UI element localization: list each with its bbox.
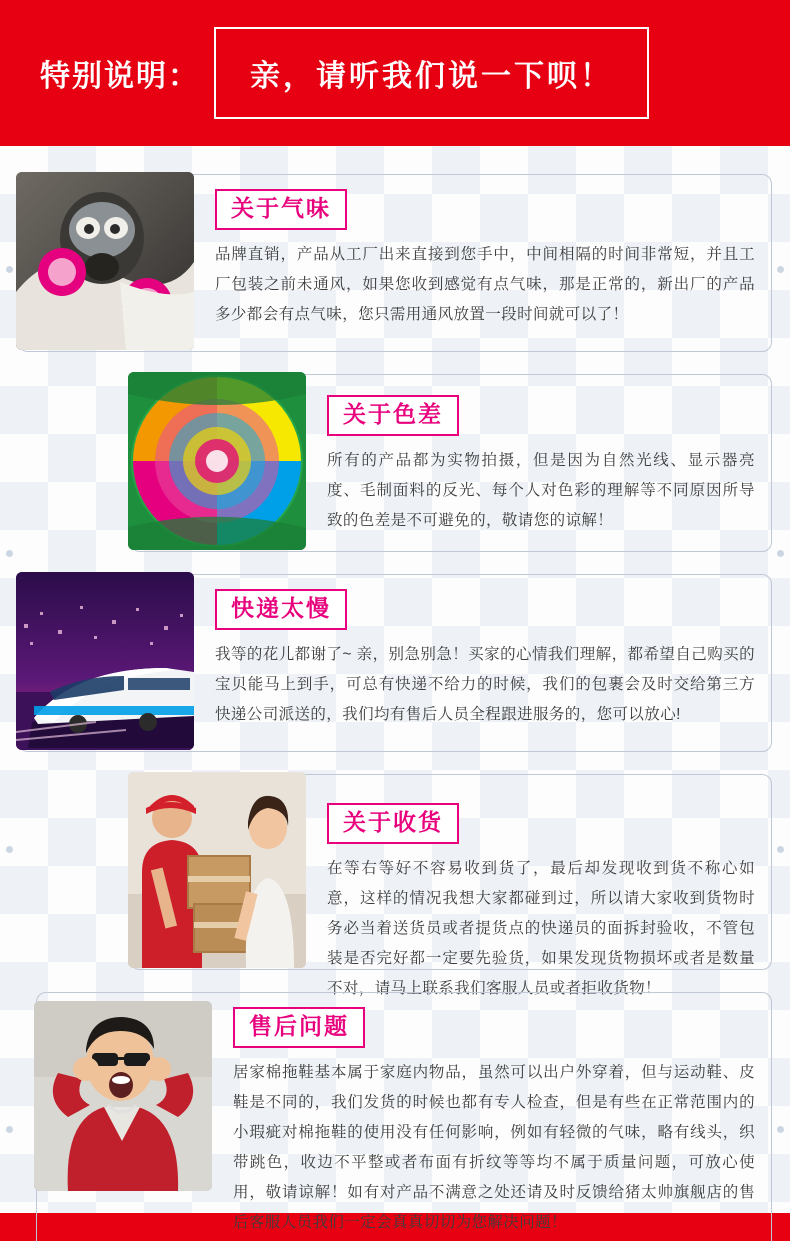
card-text: 品牌直销，产品从工厂出来直接到您手中，中间相隔的时间非常短，并且工厂包装之前未通风，如果您收到感觉有点气味，那是正常的，新出厂的产品多少都会有点气味，您只需用通风放置一段时间就可以了！ [215, 246, 755, 324]
content-area [0, 146, 790, 1241]
gas-mask-photo [16, 172, 194, 350]
card-text: 所有的产品都为实物拍摄，但是因为自然光线、显示器亮度、毛制面料的反光、每个人对色彩的理解等不同原因所导致的色差是不可避免的，敬请您的谅解！ [327, 452, 755, 530]
card-heading: 关于色差 [327, 395, 459, 436]
bullet-train-photo [16, 572, 194, 750]
courier-delivery-photo [128, 772, 306, 968]
card-heading: 关于气味 [215, 189, 347, 230]
card-body [215, 575, 771, 746]
card-heading: 关于收货 [327, 803, 459, 844]
card-heading: 售后问题 [233, 1007, 365, 1048]
banner-highlight-text: 亲，请听我们说一下呗！ [250, 60, 613, 93]
rainbow-rose-photo [128, 372, 306, 550]
info-card-aftersales [36, 992, 772, 1241]
header-banner [0, 0, 790, 146]
info-card-color [130, 374, 772, 552]
card-text: 在等右等好不容易收到货了，最后却发现收到货不称心如意，这样的情况我想大家都碰到过，所以请大家收到货物时务必当着送货员或者提货点的快递员的面拆封验收，不管包装是否完好都一定要先验货，如果发现货物损坏或者是数量不对，请马上联系我们客服人员或者拒收货物！ [327, 860, 755, 998]
man-covering-ears-photo [34, 1001, 212, 1191]
card-text: 居家棉拖鞋基本属于家庭内物品，虽然可以出户外穿着，但与运动鞋、皮鞋是不同的，我们发货的时候也都有专人检查，但是有些在正常范围内的小瑕疵对棉拖鞋的使用没有任何影响，例如有轻微的气味，略有线头，织带跳色，收边不平整或者布面有折纹等等均不属于质量问题，可放心使用，敬请谅解！如有对产品不满意之处还请及时反馈给猪太帅旗舰店的售后客服人员我们一定会真真切切为您解决问题！ [233, 1064, 755, 1232]
card-body [327, 775, 771, 1020]
card-text: 我等的花儿都谢了~ 亲，别急别急！买家的心情我们理解，都希望自己购买的宝贝能马上到手，可总有快递不给力的时候，我们的包裹会及时交给第三方快递公司派送的，我们均有售后人员全程跟进服务的，您可以放心! [215, 646, 755, 724]
cards-list [0, 146, 790, 1241]
card-body [327, 375, 771, 552]
banner-title: 特别说明： [40, 60, 200, 93]
info-card-shipping [18, 574, 772, 752]
info-card-smell [18, 174, 772, 352]
card-body [215, 175, 771, 346]
card-heading: 快递太慢 [215, 589, 347, 630]
info-card-receiving [130, 774, 772, 998]
card-body [233, 993, 771, 1241]
banner-highlight-box [214, 27, 649, 119]
